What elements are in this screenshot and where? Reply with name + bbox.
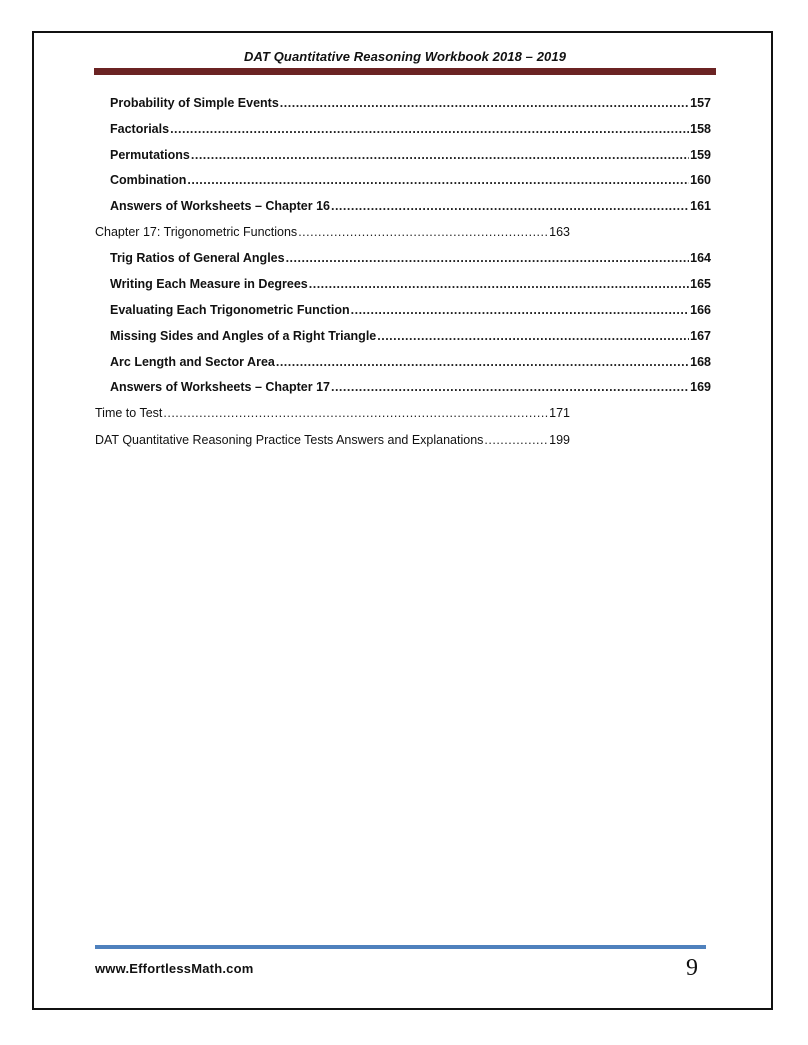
toc-entry-page: 164 [690,251,711,265]
footer-rule [95,945,706,949]
toc-entry[interactable] [110,145,711,165]
dot-leader [331,196,689,216]
dot-leader [163,403,548,423]
toc-entry-label: DAT Quantitative Reasoning Practice Tests Answers and Explanations [95,433,484,447]
dot-leader [484,430,548,450]
toc-entry-label: Permutations [110,148,190,162]
dot-leader [187,170,689,190]
dot-leader [331,377,689,397]
toc-entry-page: 160 [690,173,711,187]
toc-chapter-entry[interactable] [95,430,570,450]
toc-entry-page: 169 [690,380,711,394]
toc-entry[interactable] [110,326,711,346]
toc-entry-page: 158 [690,122,711,136]
toc-entry[interactable] [110,377,711,397]
toc-entry[interactable] [110,170,711,190]
toc-entry-label: Probability of Simple Events [110,96,279,110]
toc-entry-page: 167 [690,329,711,343]
toc-chapter-entry[interactable] [95,222,570,242]
toc-entry[interactable] [110,300,711,320]
toc-entry-page: 159 [690,148,711,162]
dot-leader [191,145,689,165]
toc-entry[interactable] [110,93,711,113]
dot-leader [377,326,689,346]
toc-entry-page: 157 [690,96,711,110]
toc-entry-page: 163 [549,225,570,239]
toc-entry[interactable] [110,248,711,268]
footer-website: www.EffortlessMath.com [95,961,254,976]
toc-entry-label: Arc Length and Sector Area [110,355,275,369]
toc-entry-label: Writing Each Measure in Degrees [110,277,308,291]
toc-entry-page: 171 [549,406,570,420]
running-header: DAT Quantitative Reasoning Workbook 2018 – 2019 [243,49,567,64]
page-number: 9 [686,955,698,981]
toc-entry-label: Factorials [110,122,170,136]
toc-entry-page: 165 [690,277,711,291]
toc-entry[interactable] [110,196,711,216]
header-rule [94,68,716,75]
toc-entry-label: Missing Sides and Angles of a Right Triangle [110,329,377,343]
toc-entry-label: Answers of Worksheets – Chapter 17 [110,380,330,394]
dot-leader [276,352,689,372]
toc-entry-label: Combination [110,173,187,187]
toc-entry[interactable] [110,119,711,139]
toc-entry-page: 199 [549,433,570,447]
dot-leader [170,119,689,139]
toc-entry-page: 168 [690,355,711,369]
dot-leader [298,222,548,242]
toc-entry-label: Evaluating Each Trigonometric Function [110,303,350,317]
toc-entry[interactable] [110,352,711,372]
toc-entry[interactable] [110,274,711,294]
toc-chapter-entry[interactable] [95,403,570,423]
toc-entry-label: Chapter 17: Trigonometric Functions [95,225,298,239]
dot-leader [351,300,690,320]
toc-entry-label: Time to Test [95,406,163,420]
toc-entry-page: 166 [690,303,711,317]
dot-leader [286,248,690,268]
dot-leader [280,93,689,113]
toc-entry-page: 161 [690,199,711,213]
dot-leader [309,274,689,294]
toc-entry-label: Trig Ratios of General Angles [110,251,285,265]
toc-entry-label: Answers of Worksheets – Chapter 16 [110,199,330,213]
